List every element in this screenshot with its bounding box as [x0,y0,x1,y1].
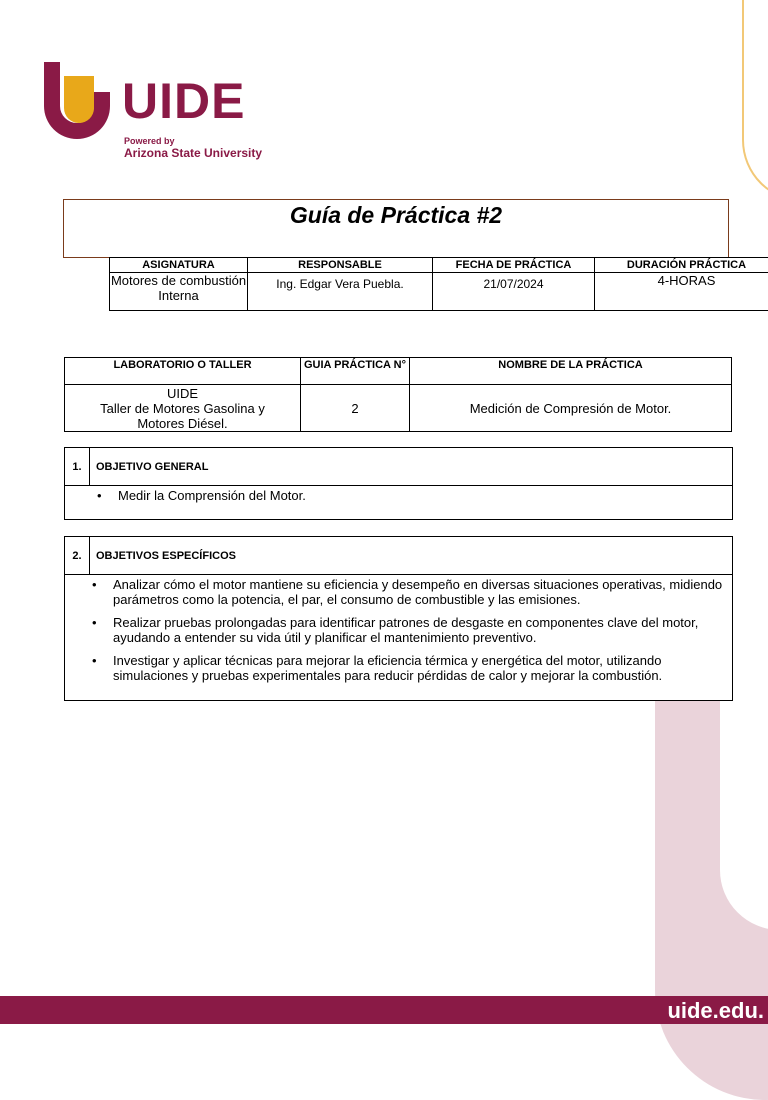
cell-asignatura: Motores de combustión Interna [110,273,248,311]
section-number: 1. [65,448,90,485]
lab-description: Taller de Motores Gasolina y Motores Diésel. [65,401,300,431]
section-title: OBJETIVOS ESPECÍFICOS [90,537,236,574]
section-header [65,537,732,575]
cell-fecha: 21/07/2024 [433,273,595,311]
logo-university: Arizona State University [124,146,262,160]
logo-wordmark: UIDE [122,76,245,126]
list-item: • Medir la Comprensión del Motor. [118,488,732,503]
header-guia: GUIA PRÁCTICA N° [301,358,410,385]
section-objetivo-general [64,447,733,520]
section-objetivos-especificos [64,536,733,701]
section-number: 2. [65,537,90,574]
cell-laboratorio [65,385,301,432]
uide-logo-icon [44,62,110,140]
footer-url[interactable]: uide.edu. [667,998,764,1024]
info-table [109,257,768,311]
logo-powered-by: Powered by [124,136,175,146]
list-item: • Realizar pruebas prolongadas para identificar patrones de desgaste en componentes clave del motor, ayudando a entender su vida útil y planificar el mantenimiento preventivo. [113,615,724,645]
cell-guia-num: 2 [301,385,410,432]
list-item: • Analizar cómo el motor mantiene su eficiencia y desempeño en diversas situaciones operativas, midiendo parámetros como la potencia, el par, el consumo de combustible y las emisiones. [113,577,724,607]
bullet-icon: • [92,615,97,630]
cell-responsable: Ing. Edgar Vera Puebla. [248,273,433,311]
header-asignatura: ASIGNATURA [110,258,248,273]
bullet-icon: • [92,653,97,668]
header-fecha: FECHA DE PRÁCTICA [433,258,595,273]
list-item: • Investigar y aplicar técnicas para mejorar la eficiencia térmica y energética del motor, utilizando simulaciones y pruebas experimentales para reducir pérdidas de calor y mejorar la combustión. [113,653,724,683]
header-nombre-practica: NOMBRE DE LA PRÁCTICA [410,358,732,385]
objetivo-general-list [65,486,732,503]
section-header [65,448,732,486]
header-laboratorio: LABORATORIO O TALLER [65,358,301,385]
cell-duracion: 4-HORAS [595,273,768,311]
section-title: OBJETIVO GENERAL [90,448,208,485]
title-box [63,199,729,258]
lab-table [64,357,732,432]
decorative-arc [742,0,768,202]
cell-practica: Medición de Compresión de Motor. [410,385,732,432]
footer-bar [0,996,768,1024]
bullet-icon: • [97,488,102,503]
page-title: Guía de Práctica #2 [64,202,728,229]
objetivos-especificos-list [65,575,732,683]
decorative-u-inner [720,700,768,930]
header-duracion: DURACIÓN PRÁCTICA [595,258,768,273]
header-responsable: RESPONSABLE [248,258,433,273]
bullet-icon: • [92,577,97,592]
lab-name: UIDE [65,386,300,401]
